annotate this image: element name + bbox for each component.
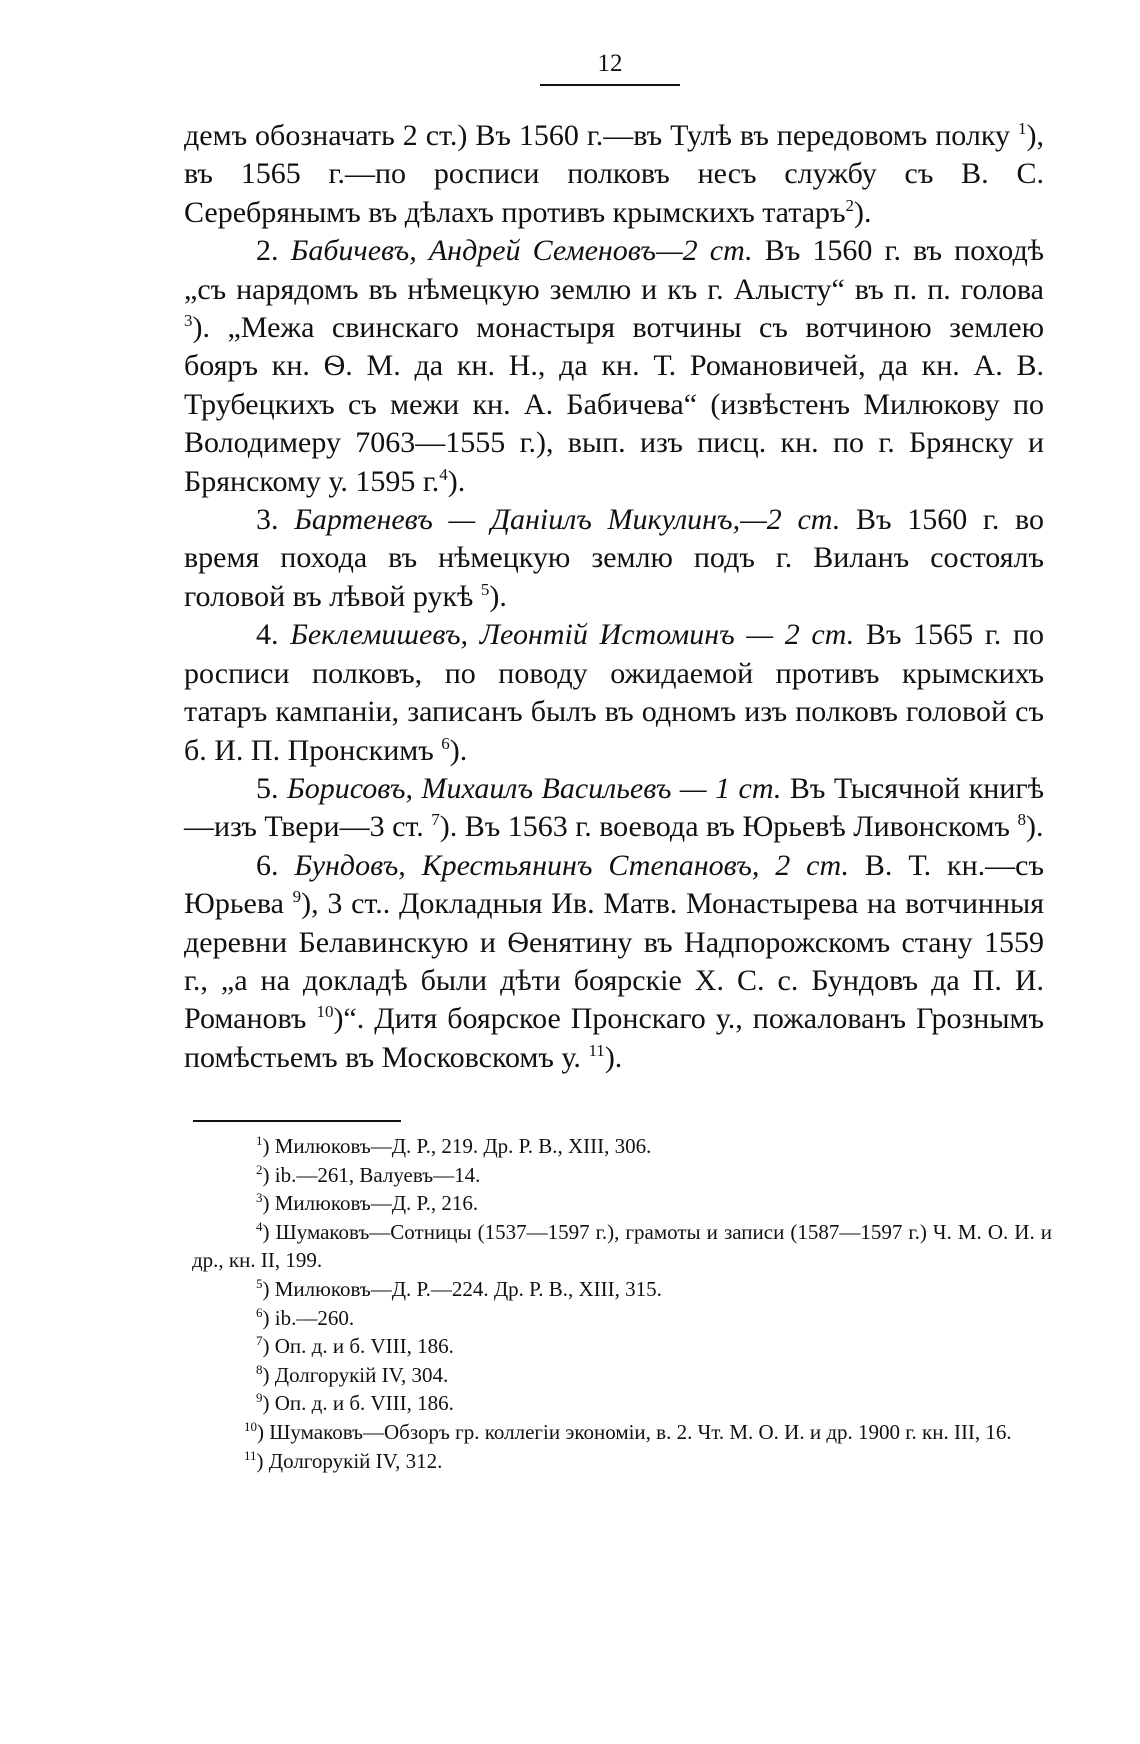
footnote-3: [192, 1189, 1052, 1218]
footnote-ref: 1: [1018, 119, 1027, 138]
footnote-11: [192, 1447, 1052, 1476]
text-run: ).: [854, 195, 872, 229]
footnotes: [192, 1132, 1052, 1475]
footnote-text: ) Милюковъ—Д. Р., 216.: [262, 1191, 479, 1216]
footnote-ref: 6: [441, 733, 450, 753]
text-run: Въ 1560 г. въ походѣ „съ нарядомъ въ нѣмецкую землю и къ г. Алысту“ въ п. п. голова: [184, 234, 1045, 306]
footnote-text: ) ib.—260.: [262, 1305, 355, 1330]
text-run: Въ 1560 г. во время похода въ нѣмецкую землю подъ г. Виланъ состоялъ головой въ лѣвой рукѣ: [184, 503, 1044, 613]
entry-3: [184, 501, 1044, 616]
footnote-text: ) Шумаковъ—Обзоръ гр. коллегіи экономіи, в. 2. Чт. М. О. И. и др. 1900 г. кн. III, 16.: [257, 1419, 1012, 1444]
text-run: ).: [447, 464, 466, 498]
text-run: ), 3 ст.. Докладныя Ив. Матв. Монастырева на вотчинныя деревни Белавинскую и Ѳенятину въ Надпорожскомъ стану 1559 г., „а на докладѣ были дѣти боярскіе Х. С. с. Бундовъ да П. И. Романовъ: [184, 887, 1044, 1036]
footnote-ref: 10: [316, 1002, 334, 1022]
footnote-mark: 10: [244, 1418, 257, 1434]
text-run: ).: [489, 579, 507, 613]
entry-number: 2.: [256, 234, 291, 268]
footnote-text: ) Оп. д. и б. VIII, 186.: [262, 1391, 454, 1416]
entry-5: [184, 770, 1044, 847]
footnote-mark: 6: [256, 1304, 263, 1320]
text-run: ).: [1025, 810, 1044, 844]
footnote-4: [192, 1218, 1052, 1275]
footnote-text: ) Милюковъ—Д. Р.—224. Др. Р. В., XIII, 315.: [262, 1276, 662, 1301]
footnote-mark: 1: [256, 1133, 263, 1148]
footnote-text: ) Оп. д. и б. VIII, 186.: [262, 1334, 454, 1359]
entry-name: Бундовъ, Крестьянинъ Степановъ, 2 ст.: [294, 848, 850, 882]
text-run: ).: [604, 1040, 623, 1074]
footnote-mark: 2: [256, 1161, 263, 1177]
footnote-mark: 8: [256, 1361, 263, 1377]
footnote-text: ) ib.—261, Валуевъ—14.: [262, 1162, 481, 1187]
entry-name: Борисовъ, Михаилъ Васильевъ — 1 ст.: [287, 771, 782, 805]
footnote-ref: 9: [292, 887, 302, 907]
footnote-mark: 3: [256, 1190, 263, 1206]
footnote-text: ) Долгорукій IV, 312.: [256, 1448, 443, 1473]
footnote-text: ) Милюковъ—Д. Р., 219. Др. Р. В., XIII, 306.: [262, 1134, 652, 1158]
footnote-rule: [193, 1120, 401, 1122]
text-run: Въ Тысячной книгѣ—изъ Твери—3 ст.: [184, 771, 1045, 844]
footnote-10: [192, 1418, 1052, 1447]
footnote-6: [192, 1304, 1052, 1333]
footnote-ref: 3: [184, 311, 193, 331]
footnote-mark: 7: [256, 1333, 263, 1349]
footnote-7: [192, 1332, 1052, 1361]
text-run: ), въ 1565 г.—по росписи полковъ несъ службу съ В. С. Серебрянымъ въ дѣлахъ противъ крымскихъ татаръ: [184, 119, 1044, 229]
main-text: [184, 117, 1044, 1077]
entry-4: [184, 616, 1044, 770]
footnote-ref: 8: [1017, 810, 1026, 830]
entry-name: Беклемишевъ, Леонтій Истоминъ — 2 ст.: [290, 618, 855, 652]
footnote-2: [192, 1161, 1052, 1190]
footnote-text: ) Шумаковъ—Сотницы (1537—1597 г.), грамоты и записи (1587—1597 г.) Ч. М. О. И. и др., кн. II, 199.: [192, 1219, 1052, 1273]
entry-6: [184, 847, 1044, 1077]
footnote-mark: 4: [256, 1218, 263, 1234]
entry-name: Бабичевъ, Андрей Семеновъ—2 ст.: [290, 234, 753, 268]
footnote-1: [192, 1132, 1052, 1161]
footnote-5: [192, 1275, 1052, 1304]
footnote-mark: 9: [256, 1390, 263, 1406]
footnote-9: [192, 1389, 1052, 1418]
paragraph-1: [184, 117, 1044, 232]
text-run: )“. Дитя боярское Пронскаго у., пожалованъ Грознымъ помѣстьемъ въ Московскомъ у.: [184, 1002, 1044, 1074]
footnote-ref: 2: [845, 195, 855, 215]
entry-number: 4.: [256, 618, 291, 652]
footnote-ref: 5: [480, 579, 490, 599]
text-run: ). Въ 1563 г. воевода въ Юрьевѣ Ливонскомъ: [439, 810, 1018, 844]
text-run: ). „Межа свинскаго монастыря вотчины съ вотчиною землею бояръ кн. Ѳ. М. да кн. Н., да кн. Т. Романовичей, да кн. А. В. Трубецкихъ съ межи кн. А. Бабичева“ (извѣстенъ Милюкову по Володимеру 7063—1555 г.), вып. изъ писц. кн. по г. Брянску и Брянскому у. 1595 г.: [184, 311, 1044, 498]
footnote-ref: 7: [431, 810, 440, 830]
footnote-mark: 11: [244, 1447, 257, 1463]
footnote-ref: 11: [588, 1040, 605, 1060]
entry-name: Бартеневъ — Даніилъ Микулинъ,—2 ст.: [294, 503, 841, 537]
header-rule: [540, 84, 680, 86]
entry-number: 5.: [256, 771, 287, 805]
text-run: Въ 1565 г. по росписи полковъ, по поводу ожидаемой противъ крымскихъ татаръ кампаніи, записанъ былъ въ одномъ изъ полковъ головой съ б. И. П. Пронскимъ: [184, 618, 1045, 767]
footnote-mark: 5: [256, 1275, 263, 1291]
text-run: ).: [449, 733, 468, 767]
entry-number: 6.: [256, 848, 295, 882]
footnote-ref: 4: [439, 464, 448, 484]
entry-2: [184, 232, 1044, 501]
text-run: демъ обозначать 2 ст.) Въ 1560 г.—въ Тулѣ въ передовомъ полку: [184, 119, 1018, 152]
footnote-text: ) Долгорукій IV, 304.: [262, 1362, 449, 1387]
page-number: 12: [597, 50, 623, 77]
page-header: [540, 50, 680, 86]
footnote-8: [192, 1361, 1052, 1390]
text-run: В. Т. кн.—съ Юрьева: [184, 848, 1045, 921]
entry-number: 3.: [256, 503, 295, 537]
